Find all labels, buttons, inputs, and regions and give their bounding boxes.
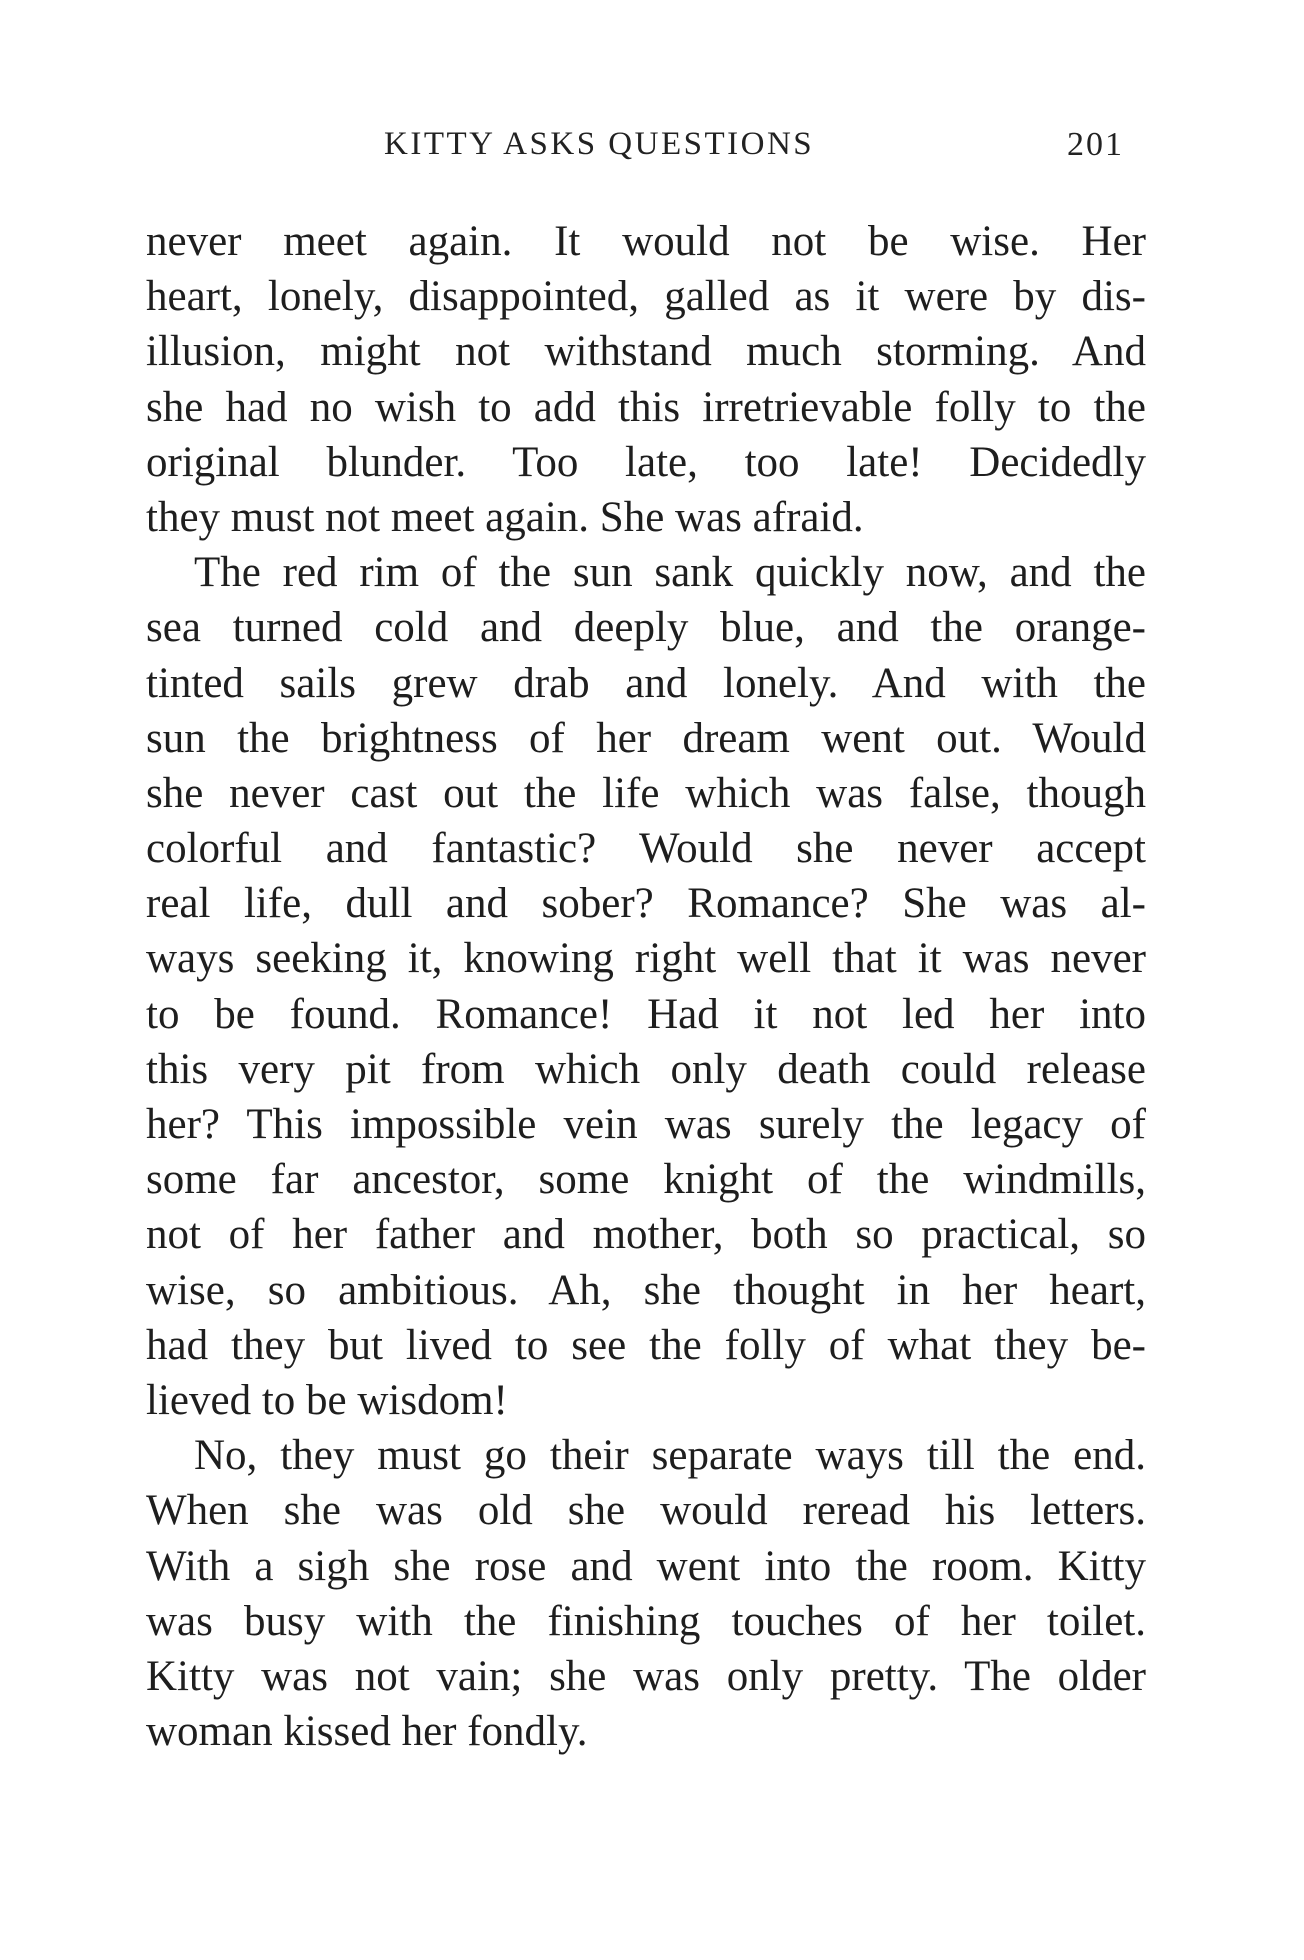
text-line: The red rim of the sun sank quickly now, and the: [194, 549, 1146, 597]
paragraph-2: [146, 545, 1146, 1428]
text-line: tinted sails grew drab and lonely. And with the: [146, 659, 1146, 707]
body-text: [146, 214, 1146, 1759]
text-line: colorful and fantastic? Would she never accept: [146, 825, 1146, 873]
text-line: this very pit from which only death could release: [146, 1045, 1146, 1093]
text-line: to be found. Romance! Had it not led her into: [146, 990, 1146, 1038]
text-line: some far ancestor, some knight of the windmills,: [146, 1156, 1146, 1204]
text-line: No, they must go their separate ways till the end.: [194, 1432, 1146, 1480]
text-line: ways seeking it, knowing right well that it was never: [146, 935, 1146, 983]
text-line: not of her father and mother, both so practical, so: [146, 1211, 1146, 1259]
text-line: never meet again. It would not be wise. Her: [146, 218, 1146, 265]
text-line: real life, dull and sober? Romance? She was al-: [146, 880, 1146, 928]
text-line: she had no wish to add this irretrievable folly to the: [146, 383, 1146, 431]
text-line: original blunder. Too late, too late! Decidedly: [146, 438, 1146, 486]
text-line: Kitty was not vain; she was only pretty. The older: [146, 1652, 1146, 1700]
page-number: 201: [1067, 126, 1124, 163]
text-line: When she was old she would reread his letters.: [146, 1487, 1146, 1535]
text-line: she never cast out the life which was false, though: [146, 769, 1146, 817]
text-line: sun the brightness of her dream went out. Would: [146, 714, 1146, 762]
text-line: had they but lived to see the folly of what they be-: [146, 1321, 1146, 1369]
text-line: was busy with the finishing touches of her toilet.: [146, 1597, 1146, 1645]
text-line: wise, so ambitious. Ah, she thought in her heart,: [146, 1266, 1146, 1314]
paragraph-1: [146, 214, 1146, 545]
text-line: illusion, might not withstand much storming. And: [146, 328, 1146, 376]
text-line: With a sigh she rose and went into the room. Kitty: [146, 1542, 1146, 1590]
running-title: KITTY ASKS QUESTIONS: [384, 126, 815, 162]
text-line: heart, lonely, disappointed, galled as it were by dis-: [146, 273, 1146, 321]
text-line: woman kissed her fondly.: [146, 1708, 588, 1756]
text-line: sea turned cold and deeply blue, and the orange-: [146, 604, 1146, 652]
text-line: lieved to be wisdom!: [146, 1376, 508, 1424]
text-line: her? This impossible vein was surely the legacy of: [146, 1101, 1146, 1148]
text-line: they must not meet again. She was afraid.: [146, 493, 864, 541]
running-head: [146, 126, 1146, 174]
paragraph-3: [146, 1428, 1146, 1759]
